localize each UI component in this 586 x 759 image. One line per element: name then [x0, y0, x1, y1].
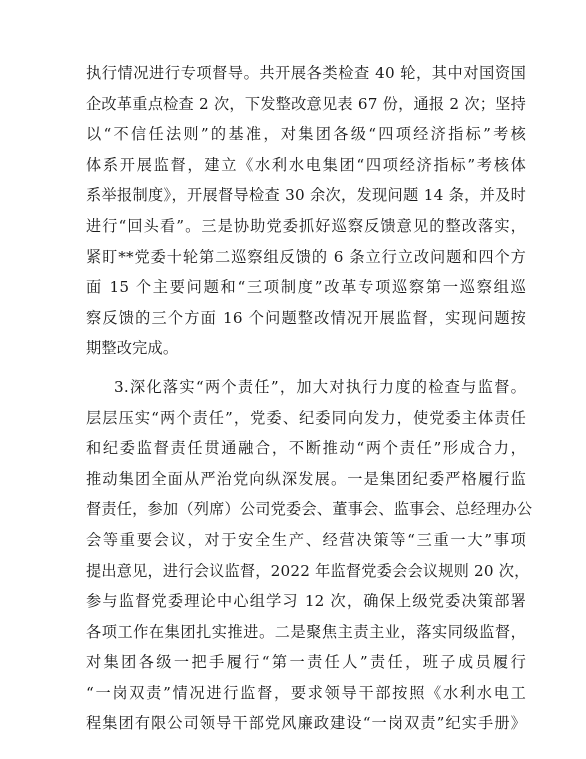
text-line: 体系开展监督，建立《水利水电集团“四项经济指标”考核体 [86, 155, 526, 174]
text-line: 紧盯**党委十轮第二巡察组反馈的 6 条立行立改问题和四个方 [86, 247, 526, 266]
text-line: 对集团各级一把手履行“第一责任人”责任，班子成员履行 [86, 653, 526, 672]
text-line: 参与监督党委理论中心组学习 12 次，确保上级党委决策部署 [86, 592, 526, 611]
text-line: 进行“回头看”。三是协助党委抓好巡察反馈意见的整改落实， [86, 216, 526, 235]
text-line: 层层压实“两个责任”，党委、纪委同向发力，使党委主体责任 [86, 408, 526, 427]
text-line: 推动集团全面从严治党向纵深发展。一是集团纪委严格履行监 [86, 469, 526, 488]
text-line: 提出意见，进行会议监督，2022 年监督党委会会议规则 20 次， [86, 561, 530, 580]
text-line: 会等重要会议，对于安全生产、经营决策等“三重一大”事项 [86, 530, 526, 549]
text-line: 期整改完成。 [86, 339, 179, 358]
paragraph-1 [86, 58, 526, 364]
text-line: 企改革重点检查 2 次，下发整改意见表 67 份，通报 2 次；坚持 [86, 94, 526, 113]
text-line: 各项工作在集团扎实推进。二是聚焦主责主业，落实同级监督， [86, 622, 526, 641]
text-line: 以“不信任法则”的基准，对集团各级“四项经济指标”考核 [86, 125, 526, 144]
paragraph-gap [86, 364, 526, 372]
text-line: 程集团有限公司领导干部党风廉政建设“一岗双责”纪实手册》 [86, 714, 526, 733]
text-line: 督责任，参加（列席）公司党委会、董事会、监事会、总经理办公 [86, 500, 533, 519]
text-line: “一岗双责”情况进行监督，要求领导干部按照《水利水电工 [86, 683, 526, 702]
paragraph-2 [86, 372, 533, 739]
text-line: 察反馈的三个方面 16 个问题整改情况开展监督，实现问题按 [86, 308, 526, 327]
body-text [86, 58, 533, 739]
text-line: 执行情况进行专项督导。共开展各类检查 40 轮，其中对国资国 [86, 64, 526, 82]
section-heading-line: 3.深化落实“两个责任”，加大对执行力度的检查与监督。 [114, 377, 526, 396]
text-line: 和纪委监督责任贯通融合，不断推动“两个责任”形成合力， [86, 439, 526, 458]
text-line: 系举报制度》，开展督导检查 30 余次，发现问题 14 条，并及时 [86, 186, 526, 205]
text-line: 面 15 个主要问题和“三项制度”改革专项巡察第一巡察组巡 [86, 278, 526, 297]
